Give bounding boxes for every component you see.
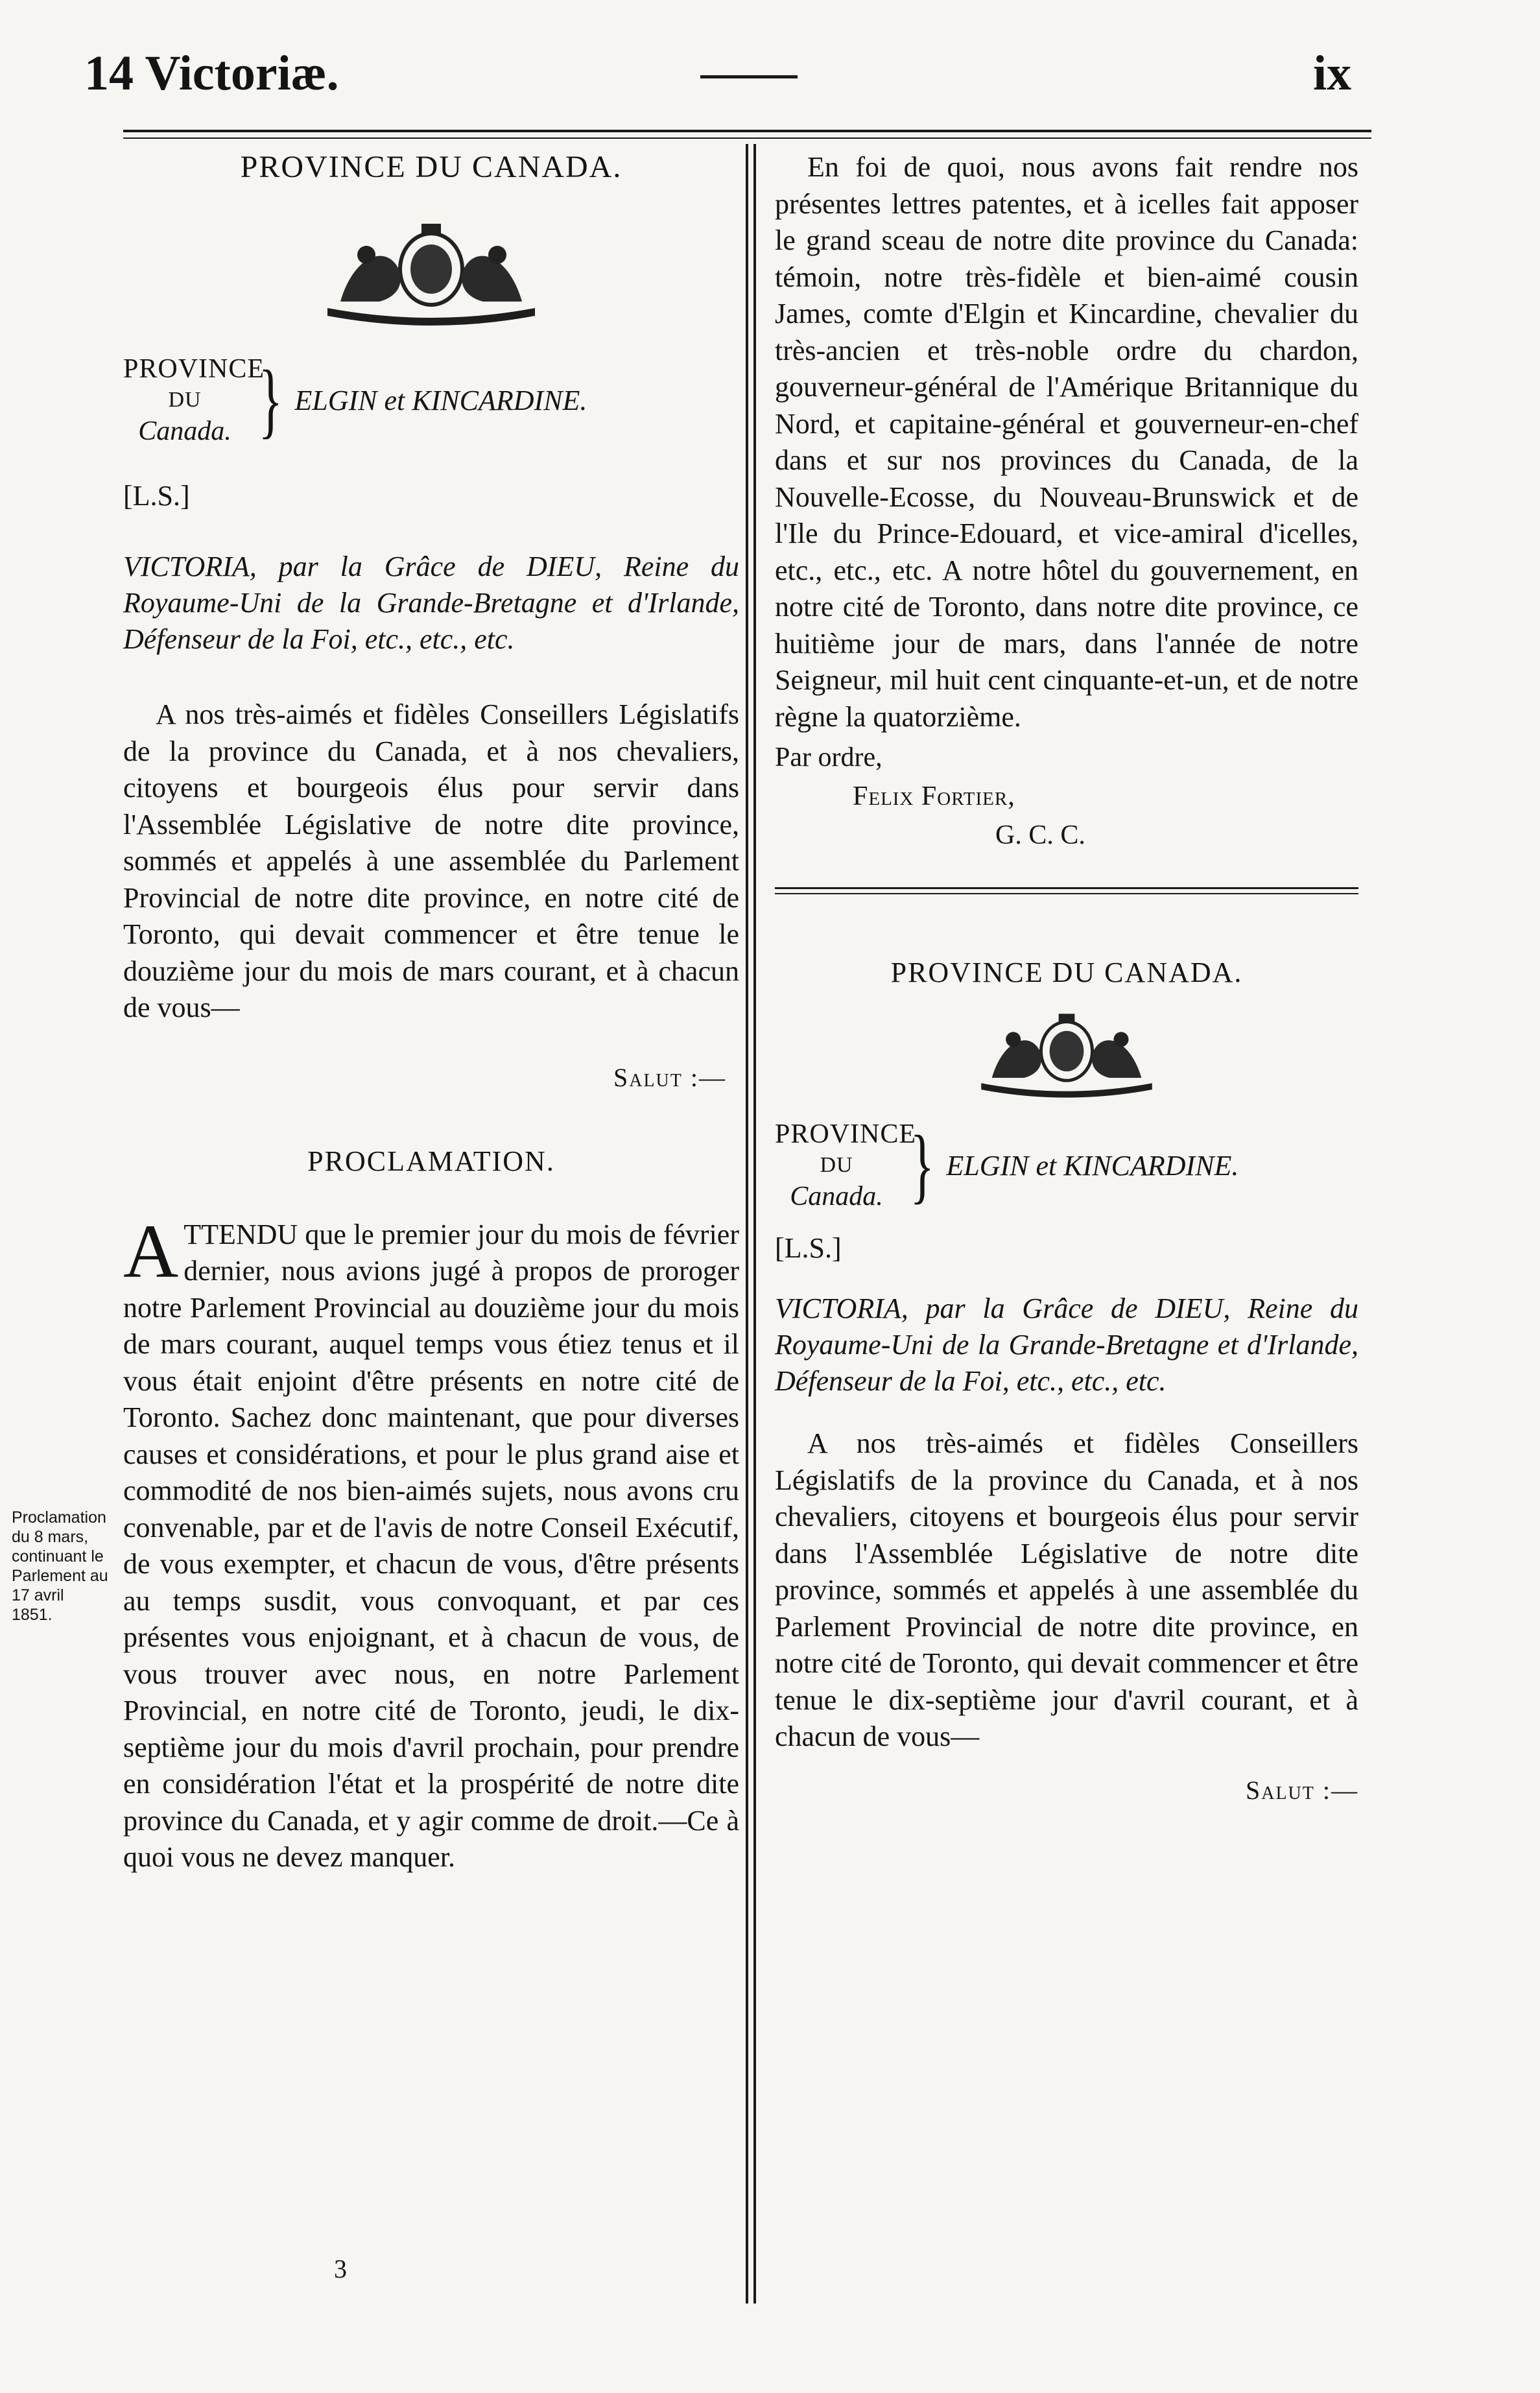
signer-name: Felix Fortier,	[853, 781, 1015, 811]
running-head-left: 14 Victoriæ.	[84, 46, 339, 101]
brace-icon: }	[910, 1119, 934, 1212]
governor-name: ELGIN et KINCARDINE.	[946, 1149, 1239, 1182]
left-province-block	[123, 353, 739, 447]
header-rule-thin	[123, 137, 1371, 139]
right-salut: Salut :—	[1245, 1775, 1358, 1805]
right-heading: PROVINCE DU CANADA.	[890, 957, 1243, 988]
running-head-rule	[700, 75, 798, 78]
province-label: PROVINCE DU Canada.	[123, 354, 265, 446]
proclamation-text: TTENDU que le premier jour du mois de février dernier, nous avions jugé à propos de proroger notre Parlement Provincial au douzième jour du mois de mars courant, auquel temps vous étiez tenus et il vous était enjoint d'être présents en notre cité de Toronto. Sachez donc maintenant, que pour diverses causes et considérations, et pour le plus grand aise et commodité de nos bien-aimés sujets, nous avons cru convenable, par et de l'avis de notre Conseil Exécutif, de vous exempter, et chacun de vous, d'être présents au temps susdit, vous convoquant, et par ces présentes vous enjoignant, et à chacun de vous, de vous trouver avec nous, en notre Parlement Provincial, en notre cité de Toronto, jeudi, le dix-septième jour du mois d'avril prochain, pour prendre en considération l'état et la prospérité de notre dite province du Canada, et y agir comme de droit.—Ce à quoi vous ne devez manquer.	[123, 1218, 739, 1873]
section-rule-thick	[775, 887, 1358, 889]
right-province-block	[775, 1119, 1358, 1212]
par-ordre: Par ordre,	[775, 743, 883, 772]
left-ls: [L.S.]	[123, 480, 190, 512]
royal-coat-of-arms-icon	[969, 1008, 1164, 1099]
brace-icon: }	[258, 353, 283, 447]
section-rule-thin	[775, 893, 1358, 894]
left-victoria-title: VICTORIA, par la Grâce de DIEU, Reine du Royaume-Uni de la Grande-Bretagne et d'Irlande, Défenseur de la Foi, etc., etc., etc.	[123, 551, 739, 655]
column-divider-2	[753, 144, 756, 2304]
royal-coat-of-arms-icon	[314, 217, 548, 327]
page-number: 3	[334, 2254, 347, 2283]
left-address: A nos très-aimés et fidèles Conseillers Législatifs de la province du Canada, et à nos chevaliers, citoyens et bourgeois élus pour servir dans l'Assemblée Législative de notre dite province, sommés et appelés à une assemblée du Parlement Provincial de notre dite province, en notre cité de Toronto, qui devait commencer et être tenue le douzième jour du mois de mars courant, et à chacun de vous—	[123, 698, 739, 1023]
signer-title: G. C. C.	[995, 820, 1085, 850]
right-address: A nos très-aimés et fidèles Conseillers Législatifs de la province du Canada, et à nos chevaliers, citoyens et bourgeois élus pour servir dans l'Assemblée Législative de notre dite province, sommés et appelés à une assemblée du Parlement Provincial de notre dite province, en notre cité de Toronto, qui devait commencer et être tenue le dix-septième jour d'avril courant, et à chacun de vous—	[775, 1427, 1358, 1752]
right-victoria-title: VICTORIA, par la Grâce de DIEU, Reine du Royaume-Uni de la Grande-Bretagne et d'Irlande, Défenseur de la Foi, etc., etc., etc.	[775, 1292, 1358, 1397]
proclamation-title: PROCLAMATION.	[307, 1145, 555, 1177]
right-ls: [L.S.]	[775, 1232, 842, 1264]
page-folio: ix	[1313, 46, 1352, 101]
province-label: PROVINCE DU Canada.	[775, 1119, 917, 1211]
left-heading: PROVINCE DU CANADA.	[240, 150, 622, 184]
header-rule-thick	[123, 130, 1371, 132]
witness-text: En foi de quoi, nous avons fait rendre nos présentes lettres patentes, et à icelles fait apposer le grand sceau de notre dite province du Canada: témoin, notre très-fidèle et bien-aimé cousin James, comte d'Elgin et Kincardine, chevalier du très-ancien et très-noble ordre du chardon, gouverneur-général de l'Amérique Britannique du Nord, et capitaine-général et gouverneur-en-chef dans et sur nos provinces du Canada, de la Nouvelle-Ecosse, du Nouveau-Brunswick et de l'Ile du Prince-Edouard, et vice-amiral d'icelles, etc., etc., etc. A notre hôtel du gouvernement, en notre cité de Toronto, dans notre dite province, ce huitième jour de mars, dans l'année de notre Seigneur, mil huit cent cinquante-et-un, et de notre règne la quatorzième.	[775, 151, 1358, 733]
left-column	[123, 149, 739, 1876]
governor-name: ELGIN et KINCARDINE.	[294, 384, 587, 416]
column-divider-1	[746, 144, 748, 2304]
left-salut: Salut :—	[613, 1062, 726, 1092]
drop-cap: A	[123, 1208, 179, 1294]
margin-note: Proclamation du 8 mars, continuant le Parlement au 17 avril 1851.	[12, 1508, 108, 1624]
proclamation-body	[123, 1208, 739, 1876]
right-column	[775, 149, 1358, 1805]
page-header	[0, 0, 1540, 123]
